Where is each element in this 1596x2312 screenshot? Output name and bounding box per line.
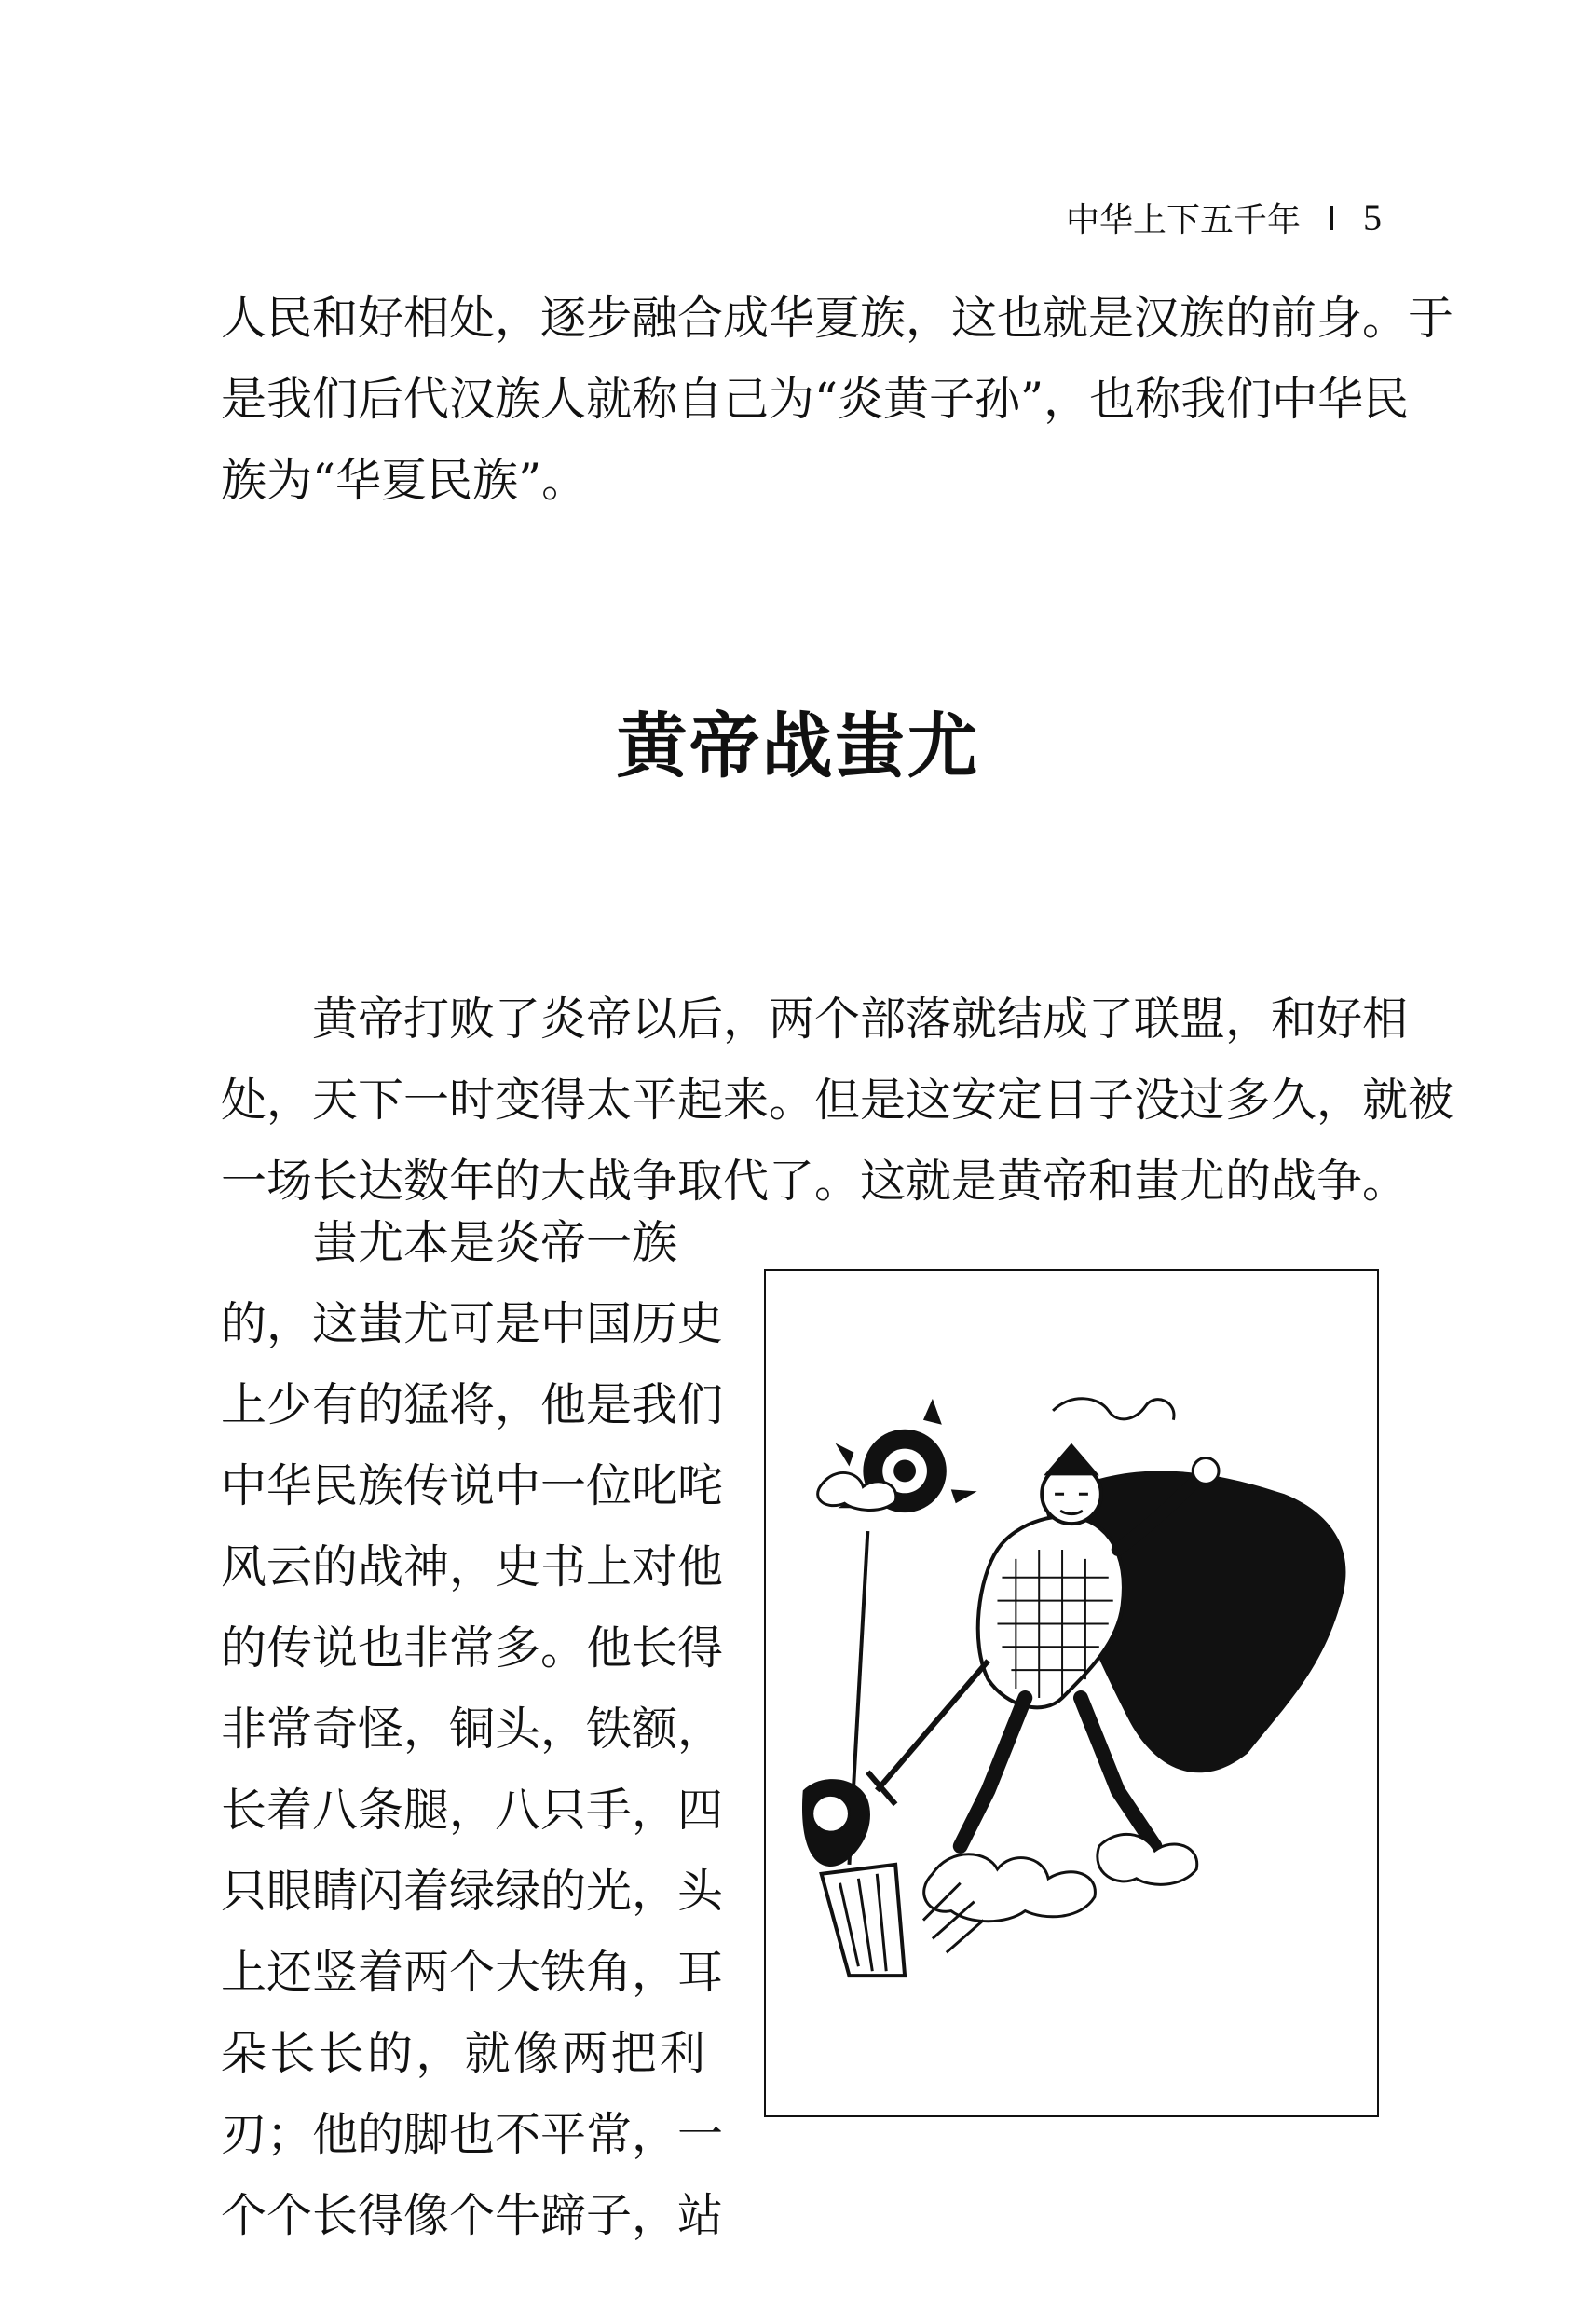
chapter-title: 黄帝战蚩尤 bbox=[616, 705, 980, 787]
text-line: 个个长得像个牛蹄子，站 bbox=[221, 2189, 724, 2242]
book-title: 中华上下五千年 bbox=[1065, 201, 1301, 239]
text-line: 的传说也非常多。他长得 bbox=[221, 1621, 724, 1675]
text-line: 长着八条腿，八只手，四 bbox=[221, 1784, 724, 1837]
text-line: 刃；他的脚也不平常，一 bbox=[221, 2108, 724, 2161]
text-line: 风云的战神，史书上对他 bbox=[221, 1540, 724, 1594]
text-line: 是我们后代汉族人就称自己为“炎黄子孙”，也称我们中华民 bbox=[221, 373, 1410, 426]
text-line: 非常奇怪，铜头，铁额， bbox=[221, 1703, 724, 1756]
page-number: 5 bbox=[1363, 197, 1382, 239]
text-line: 的，这蚩尤可是中国历史 bbox=[221, 1297, 724, 1350]
text-line: 处，天下一时变得太平起来。但是这安定日子没过多久，就被 bbox=[221, 1074, 1454, 1127]
text-line: 上少有的猛将，他是我们 bbox=[221, 1378, 724, 1431]
text-line: 蚩尤本是炎帝一族 bbox=[221, 1216, 678, 1269]
battle-illustration-icon bbox=[766, 1271, 1377, 2115]
running-header bbox=[1066, 194, 1382, 241]
text-line: 中华民族传说中一位叱咤 bbox=[221, 1459, 724, 1512]
text-line: 人民和好相处，逐步融合成华夏族，这也就是汉族的前身。于 bbox=[221, 292, 1454, 345]
text-line: 一场长达数年的大战争取代了。这就是黄帝和蚩尤的战争。 bbox=[221, 1155, 1409, 1208]
text-line: 上还竖着两个大铁角，耳 bbox=[221, 1946, 724, 1999]
text-line: 黄帝打败了炎帝以后，两个部落就结成了联盟，和好相 bbox=[221, 992, 1409, 1046]
text-line: 朵长长的，就像两把利 bbox=[221, 2027, 705, 2080]
text-line: 只眼睛闪着绿绿的光，头 bbox=[221, 1865, 724, 1918]
paragraph-1 bbox=[221, 978, 1454, 1222]
text-line: 族为“华夏民族”。 bbox=[221, 454, 588, 507]
intro-paragraph bbox=[221, 278, 1454, 521]
battle-illustration bbox=[764, 1269, 1379, 2117]
header-divider bbox=[1330, 206, 1333, 230]
paragraph-2 bbox=[221, 1202, 724, 2256]
